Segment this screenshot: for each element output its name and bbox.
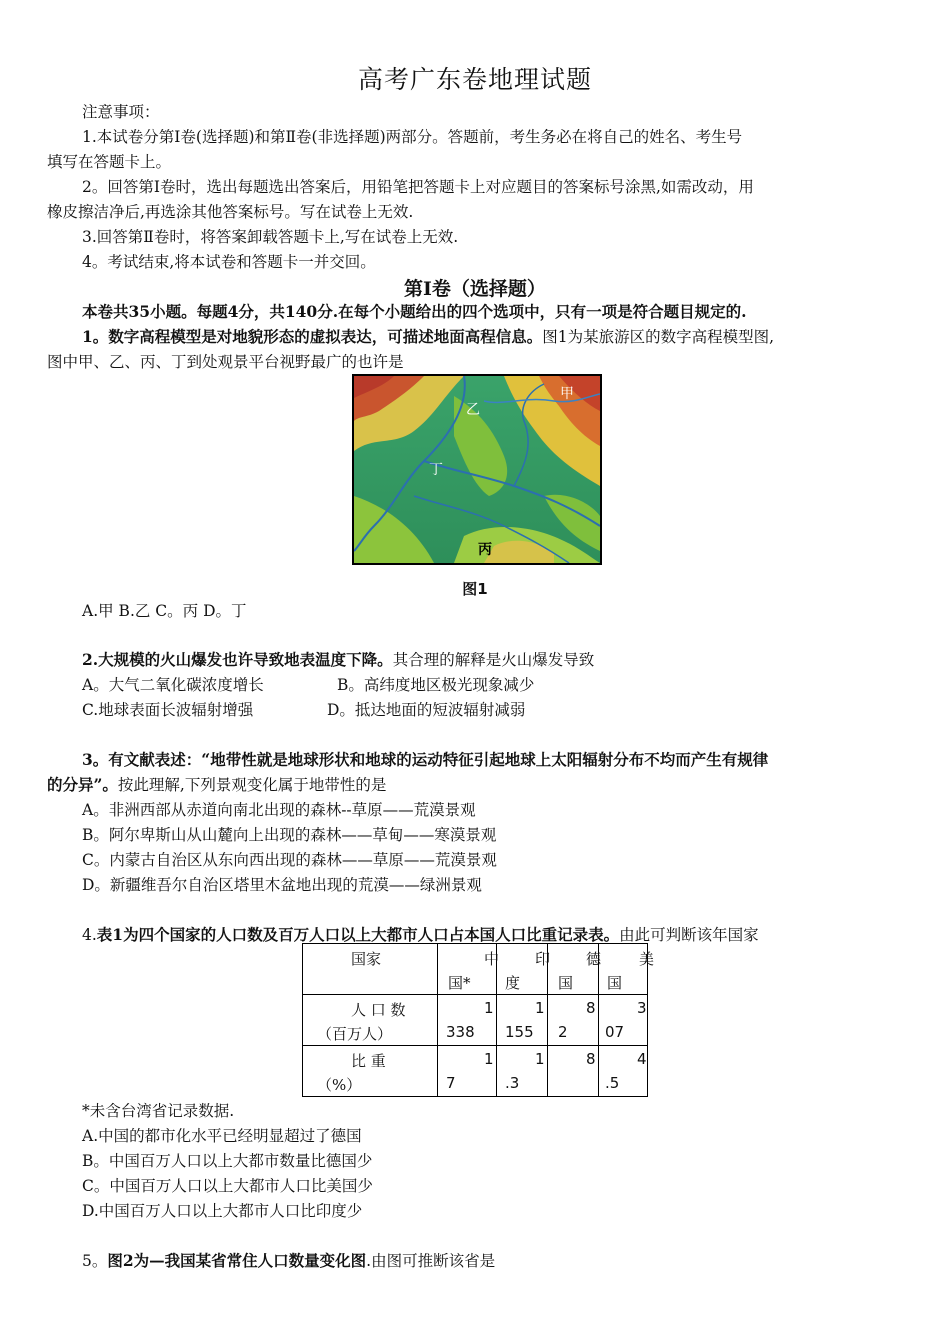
- q4-stem-rest: 由此可判断该年国家: [619, 926, 759, 944]
- table-ratio-1b: 7: [446, 1074, 456, 1092]
- table-header-3a: 德: [586, 950, 602, 968]
- table-ratio-label: 比 重: [351, 1052, 386, 1070]
- map-label-ding: 丁: [429, 462, 443, 478]
- q2-option-a: A。大气二氧化碳浓度增长: [82, 676, 264, 694]
- table-row-population: [303, 995, 648, 1046]
- page-title: 高考广东卷地理试题: [357, 65, 592, 94]
- q2-option-c: C.地球表面长波辐射增强: [82, 701, 254, 719]
- dem-map-image: [354, 376, 600, 563]
- q3-stem-bold: 的分异”。: [47, 775, 118, 794]
- q1-options: A.甲 B.乙 C。丙 D。丁: [82, 602, 247, 620]
- q2-stem-bold: 2.大规模的火山爆发也许导致地表温度下降。: [82, 650, 393, 669]
- map-label-jia: 甲: [560, 386, 574, 402]
- notice-heading: 注意事项：: [82, 103, 160, 121]
- figure-1-caption: 图1: [462, 580, 488, 598]
- q4-option-a: A.中国的都市化水平已经明显超过了德国: [82, 1127, 362, 1145]
- q3-stem-line1: 3。有文献表述：“地带性就是地球形状和地球的运动特征引起地球上太阳辐射分布不均而产生有规律: [82, 750, 769, 769]
- table-pop-unit: （百万人）: [317, 1025, 393, 1043]
- section-intro: 本卷共35小题。每题4分，共140分.在每个小题给出的四个选项中，只有一项是符合题目规定的.: [82, 302, 747, 321]
- table-ratio-2b: .3: [505, 1074, 520, 1092]
- table-header-1a: 中: [484, 950, 500, 968]
- q5-stem-bold: 图2为—我国某省常住人口数量变化图: [107, 1251, 367, 1270]
- table-ratio-unit: （%）: [317, 1076, 362, 1094]
- q3-option-a: A。非洲西部从赤道向南北出现的森林--草原——荒漠景观: [82, 801, 476, 819]
- table-ratio-4b: .5: [605, 1074, 620, 1092]
- q2-stem-rest: 其合理的解释是火山爆发导致: [392, 651, 595, 669]
- notice-item-3: 3.回答第Ⅱ卷时，将答案卸载答题卡上,写在试卷上无效.: [82, 228, 459, 246]
- table-footnote: *未含台湾省记录数据.: [82, 1102, 235, 1120]
- table-header-1b: 国*: [448, 974, 471, 992]
- notice-item-1: 1.本试卷分第Ⅰ卷(选择题)和第Ⅱ卷(非选择题)两部分。答题前，考生务必在将自己的姓名、考生号: [82, 128, 743, 146]
- q3-option-d: D。新疆维吾尔自治区塔里木盆地出现的荒漠——绿洲景观: [82, 876, 482, 894]
- q1-stem-line2: 图中甲、乙、丙、丁到处观景平台视野最广的也许是: [47, 353, 404, 371]
- q2-option-b: B。高纬度地区极光现象减少: [337, 676, 535, 694]
- table-ratio-4a: 4: [637, 1050, 647, 1068]
- table-header-2a: 印: [535, 950, 551, 968]
- table-pop-3b: 2: [558, 1023, 568, 1041]
- notice-item-1-cont: 填写在答题卡上。: [47, 153, 172, 171]
- q3-option-b: B。阿尔卑斯山从山麓向上出现的森林——草甸——寒漠景观: [82, 826, 497, 844]
- notice-item-2-cont: 橡皮擦洁净后,再选涂其他答案标号。写在试卷上无效.: [47, 203, 414, 221]
- table-header-3b: 国: [558, 974, 574, 992]
- q4-stem: [82, 925, 759, 945]
- q4-stem-num: 4.: [82, 926, 97, 944]
- table-header-4a: 美: [639, 950, 655, 968]
- table-ratio-2a: 1: [535, 1050, 545, 1068]
- table-pop-label: 人 口 数: [351, 1001, 406, 1019]
- q1-stem: [82, 327, 774, 347]
- table-pop-2b: 155: [505, 1023, 534, 1041]
- q1-stem-rest: 图1为某旅游区的数字高程模型图,: [542, 328, 775, 346]
- q3-stem-rest: 按此理解,下列景观变化属于地带性的是: [117, 776, 387, 794]
- table-row-ratio: [303, 1046, 648, 1097]
- q5-stem-num: 5。: [82, 1252, 108, 1270]
- table-pop-4b: 07: [605, 1023, 625, 1041]
- table-header-4b: 国: [607, 974, 623, 992]
- notice-item-4: 4。考试结束,将本试卷和答题卡一并交回。: [82, 253, 376, 271]
- table-pop-2a: 1: [535, 999, 545, 1017]
- q5-stem: [82, 1251, 495, 1271]
- dem-map-figure: [352, 374, 602, 565]
- table-ratio-1a: 1: [484, 1050, 494, 1068]
- table-ratio-3a: 8: [586, 1050, 596, 1068]
- q2-option-d: D。抵达地面的短波辐射减弱: [327, 701, 526, 719]
- q5-stem-rest: .由图可推断该省是: [366, 1252, 496, 1270]
- q3-option-c: C。内蒙古自治区从东向西出现的森林——草原——荒漠景观: [82, 851, 497, 869]
- table-pop-1b: 338: [446, 1023, 475, 1041]
- q4-stem-bold: 表1为四个国家的人口数及百万人口以上大都市人口占本国人口比重记录表。: [96, 925, 620, 944]
- map-label-yi: 乙: [466, 402, 480, 418]
- table-header-label: 国家: [351, 950, 382, 968]
- q4-option-b: B。中国百万人口以上大都市数量比德国少: [82, 1152, 373, 1170]
- section-title: 第Ⅰ卷（选择题）: [404, 278, 546, 300]
- q4-option-d: D.中国百万人口以上大都市人口比印度少: [82, 1202, 363, 1220]
- q3-stem-line2: [47, 775, 386, 795]
- q1-stem-bold: 1。数字高程模型是对地貌形态的虚拟表达，可描述地面高程信息。: [82, 327, 543, 346]
- table-header-2b: 度: [505, 974, 521, 992]
- table-row-header: [303, 944, 648, 995]
- notice-item-2: 2。回答第Ⅰ卷时，选出每题选出答案后，用铅笔把答题卡上对应题目的答案标号涂黑,如需改动，用: [82, 178, 754, 196]
- q2-stem: [82, 650, 594, 670]
- map-label-bing: 丙: [478, 542, 492, 558]
- table-pop-3a: 8: [586, 999, 596, 1017]
- table-1: [302, 943, 655, 1097]
- table-pop-1a: 1: [484, 999, 494, 1017]
- table-pop-4a: 3: [637, 999, 647, 1017]
- q4-option-c: C。中国百万人口以上大都市人口比美国少: [82, 1177, 373, 1195]
